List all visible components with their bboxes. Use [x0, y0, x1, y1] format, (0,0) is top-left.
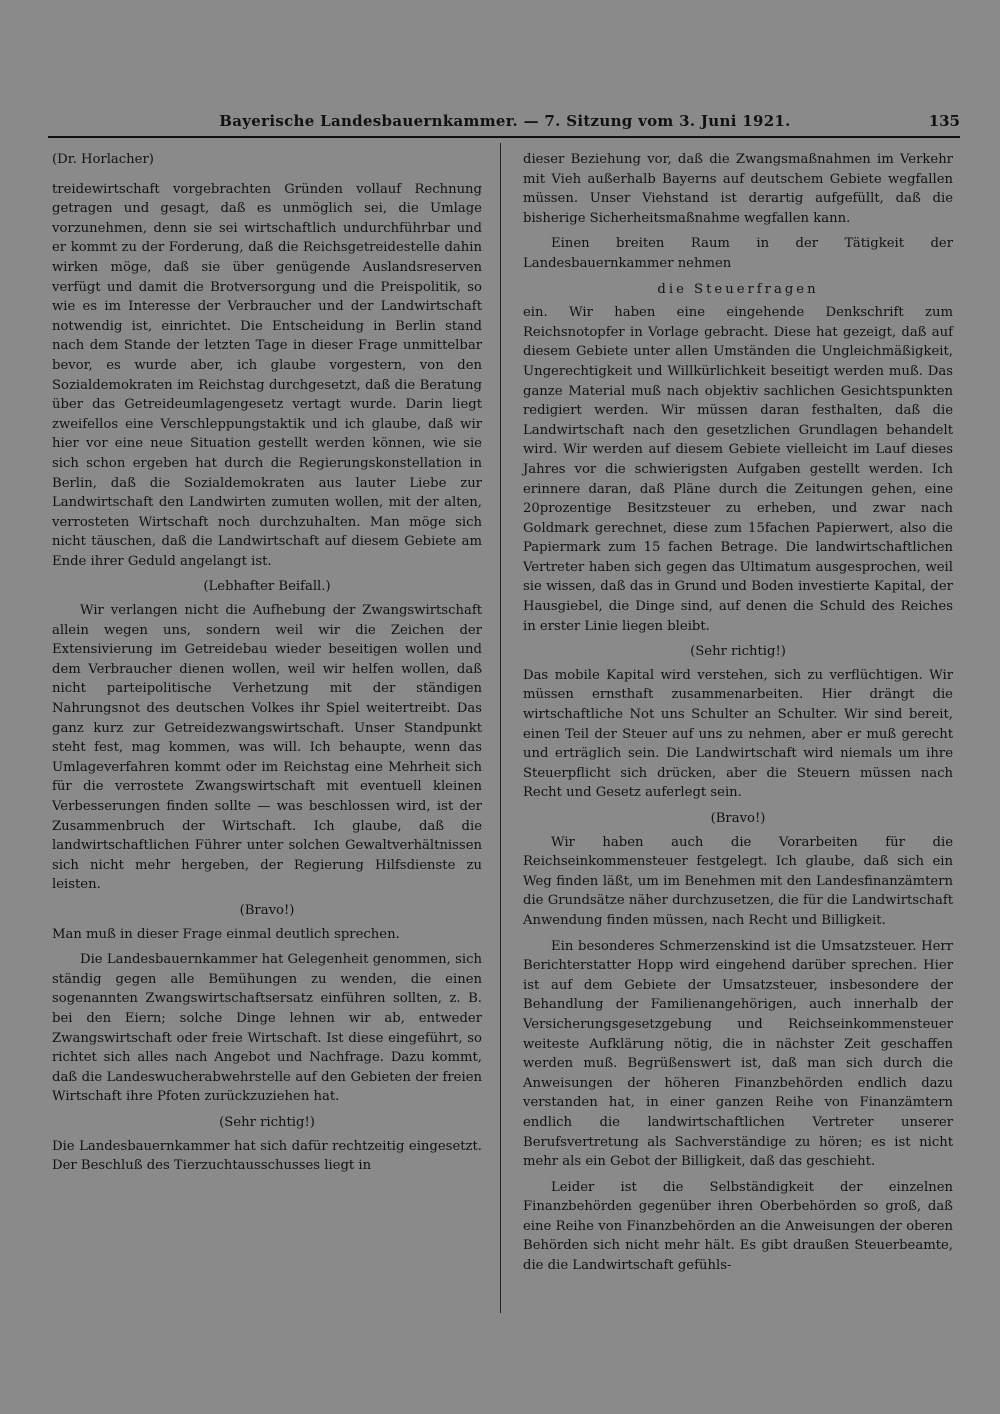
header-rule: [48, 136, 960, 138]
paragraph: ein. Wir haben eine eingehende Denkschrift zum Reichsnotopfer in Vorlage gebracht. Diese hat gezeigt, daß auf diesem Gebiete unter allen Umständen die Ungleichmäßigkeit, Ungerechtigkeit und Willkürlichkeit beseitigt werden muß. Das ganze Material muß nach objektiv sachlichen Gesichtspunkten redigiert werden. Wir müssen daran festhalten, daß die Landwirtschaft nach den gesetzlichen Grundlagen behandelt wird. Wir werden auf diesem Gebiete vielleicht im Lauf dieses Jahres vor die schwierigsten Aufgaben gestellt werden. Ich erinnere daran, daß Pläne durch die Zeitungen gehen, eine 20prozentige Besitzsteuer zu erheben, und zwar nach Goldmark gerechnet, diese zum 15fachen Papierwert, also die Papiermark zum 15 fachen Betrage. Die landwirtschaftlichen Vertreter haben sich gegen das Ultimatum ausgesprochen, weil sie wissen, daß das in Grund und Boden investierte Kapital, der Hausgiebel, die Dinge sind, auf denen die Schuld des Reiches in erster Linie liegen bleibt.: [523, 305, 953, 634]
left-column: [52, 150, 482, 1176]
paragraph: Das mobile Kapital wird verstehen, sich zu verflüchtigen. Wir müssen ernsthaft zusammenarbeiten. Hier drängt die wirtschaftliche Not uns Schulter an Schulter. Wir sind bereit, einen Teil der Steuer auf uns zu nehmen, aber er muß gerecht und erträglich sein. Die Landwirtschaft wird niemals um ihre Steuerpflicht sich drücken, aber die Steuern müssen nach Recht und Gesetz auferlegt sein.: [523, 667, 953, 801]
paragraph: Die Landesbauernkammer hat Gelegenheit genommen, sich ständig gegen alle Bemühungen zu wenden, die einen sogenannten Zwangswirtschaftsersatz einführen sollten, z. B. bei den Eiern; solche Dinge lehnen wir ab, entweder Zwangswirtschaft oder freie Wirtschaft. Ist diese eingeführt, so richtet sich alles nach Angebot und Nachfrage. Dazu kommt, daß die Landeswucherabwehrstelle auf den Gebieten der freien Wirtschaft ihre Pfoten zurückzuziehen hat.: [52, 952, 482, 1105]
paragraph: Leider ist die Selbständigkeit der einzelnen Finanzbehörden gegenüber ihren Oberbehörden so groß, daß eine Reihe von Finanzbehörden an die Anweisungen der oberen Behörden sich nicht mehr hält. Es gibt draußen Steuerbeamte, die die Landwirtschaft gefühls-: [523, 1179, 953, 1274]
column-divider: [500, 143, 501, 1313]
paragraph: Wir verlangen nicht die Aufhebung der Zwangswirtschaft allein wegen uns, sondern weil wir die Zeichen der Extensivierung im Getreidebau wieder beseitigen wollen und dem Verbraucher dienen wollen, weil wir helfen wollen, daß nicht parteipolitische Verhetzung mit der ständigen Nahrungsnot des deutschen Volkes ihr Spiel weitertreibt. Das ganz kurz zur Getreidezwangswirtschaft. Unser Standpunkt steht fest, mag kommen, was will. Ich behaupte, wenn das Umlageverfahren kommt oder im Reichstag eine Mehrheit sich für die verrostete Zwangswirtschaft mit eventuell kleinen Verbesserungen finden sollte — was beschlossen wird, ist der Zusammenbruch der Wirtschaft. Ich glaube, daß die landwirtschaftlichen Führer unter solchen Gewaltverhältnissen sich nicht mehr hergeben, der Regierung Hilfsdienste zu leisten.: [52, 603, 482, 893]
section-subheading: die Steuerfragen: [657, 281, 819, 297]
paragraph: treidewirtschaft vorgebrachten Gründen vollauf Rechnung getragen und gesagt, daß es unmöglich sei, die Umlage vorzunehmen, denn sie sei wirtschaftlich undurchführbar und er kommt zu der Forderung, daß die Reichsgetreidestelle dahin wirken möge, daß sie über genügende Auslandsreserven verfügt und damit die Brotversorgung und die Preispolitik, so wie es im Interesse der Verbraucher und der Landwirtschaft notwendig ist, einrichtet. Die Entscheidung in Berlin stand nach dem Stande der letzten Tage in dieser Frage unmittelbar bevor, es wurde aber, ich glaube vorgestern, von den Sozialdemokraten im Reichstag durchgesetzt, daß die Beratung über das Getreideumlagengesetz vertagt wurde. Darin liegt zweifellos eine Verschleppungstaktik und ich glaube, daß wir hier vor eine neue Situation gestellt werden können, wie sie sich schon ergeben hat durch die Regierungskonstellation in Berlin, daß die Sozialdemokraten aus lauter Liebe zur Landwirtschaft den Landwirten zumuten wollen, mit der alten, verrosteten Wirtschaft noch durchzuhalten. Man möge sich nicht täuschen, daß die Landwirtschaft auf diesem Gebiete am Ende ihrer Geduld angelangt ist.: [52, 181, 482, 569]
interjection: (Bravo!): [710, 811, 766, 826]
paragraph: Ein besonderes Schmerzenskind ist die Umsatzsteuer. Herr Berichterstatter Hopp wird eingehend darüber sprechen. Hier ist auf dem Gebiete der Umsatzsteuer, insbesondere der Behandlung der Familienangehörigen, auch innerhalb der Versicherungsgesetzgebung und Reichseinkommensteuer weiteste Aufklärung nötig, die in nächster Zeit geschaffen werden muß. Begrüßenswert ist, daß man sich durch die Anweisungen der höheren Finanzbehörden endlich dazu verstanden hat, in einer ganzen Reihe von Finanzämtern endlich die landwirtschaftlichen Vertreter unserer Berufsvertretung als Sachverständige zu hören; es ist nicht mehr als ein Gebot der Billigkeit, daß das geschieht.: [523, 938, 953, 1170]
page-number: 135: [928, 112, 960, 130]
interjection: (Lebhafter Beifall.): [203, 579, 331, 595]
paragraph: Man muß in dieser Frage einmal deutlich sprechen.: [52, 926, 400, 942]
interjection: (Sehr richtig!): [690, 644, 786, 660]
paragraph: Die Landesbauernkammer hat sich dafür rechtzeitig eingesetzt. Der Beschluß des Tierzuchtausschusses liegt in: [52, 1138, 482, 1174]
page-header: [50, 112, 960, 136]
running-header-title: Bayerische Landesbauernkammer. — 7. Sitzung vom 3. Juni 1921.: [219, 112, 791, 130]
paragraph: Einen breiten Raum in der Tätigkeit der Landesbauernkammer nehmen: [523, 236, 953, 271]
interjection: (Sehr richtig!): [219, 1114, 315, 1130]
paragraph: dieser Beziehung vor, daß die Zwangsmaßnahmen im Verkehr mit Vieh außerhalb Bayerns auf deutschem Gebiete wegfallen müssen. Unser Viehstand ist derartig aufgefüllt, daß die bisherige Sicherheitsmaßnahme wegfallen kann.: [523, 152, 953, 226]
speaker-label: (Dr. Horlacher): [52, 152, 154, 167]
right-column: [523, 150, 953, 1276]
paragraph: Wir haben auch die Vorarbeiten für die Reichseinkommensteuer festgelegt. Ich glaube, daß sich ein Weg finden läßt, um im Benehmen mit den Landesfinanzämtern die Grundsätze näher durchzusetzen, die für die Landwirtschaft Anwendung finden müssen, nach Recht und Billigkeit.: [523, 834, 953, 928]
interjection: (Bravo!): [239, 902, 295, 918]
